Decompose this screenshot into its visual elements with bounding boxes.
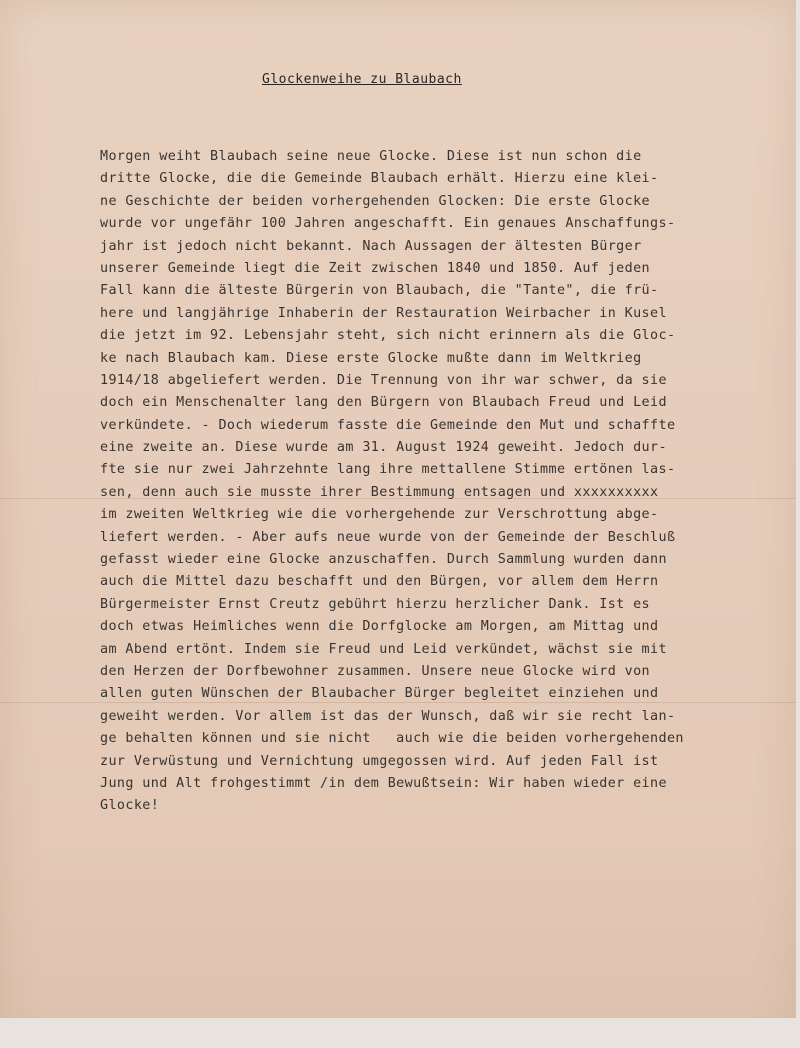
- text-line: 1914/18 abgeliefert werden. Die Trennung von ihr war schwer, da sie: [100, 372, 667, 388]
- text-line: doch ein Menschenalter lang den Bürgern von Blaubach Freud und Leid: [100, 395, 667, 411]
- text-line: Glocke!: [100, 798, 160, 814]
- text-line: ne Geschichte der beiden vorhergehenden Glocken: Die erste Glocke: [100, 193, 651, 209]
- text-line: geweiht werden. Vor allem ist das der Wunsch, daß wir sie recht lan-: [100, 708, 676, 724]
- text-line: wurde vor ungefähr 100 Jahren angeschafft. Ein genaues Anschaffungs-: [100, 216, 676, 232]
- text-line: Jung und Alt frohgestimmt /in dem Bewußtsein: Wir haben wieder eine: [100, 775, 667, 791]
- text-line: sen, denn auch sie musste ihrer Bestimmung entsagen und xxxxxxxxxx: [100, 484, 659, 500]
- document-title: Glockenweihe zu Blaubach: [262, 72, 462, 87]
- text-line: fte sie nur zwei Jahrzehnte lang ihre mettallene Stimme ertönen las-: [100, 462, 676, 478]
- document-body: [100, 146, 790, 818]
- text-line: zur Verwüstung und Vernichtung umgegossen wird. Auf jeden Fall ist: [100, 753, 659, 769]
- text-line: jahr ist jedoch nicht bekannt. Nach Aussagen der ältesten Bürger: [100, 238, 642, 254]
- text-line: die jetzt im 92. Lebensjahr steht, sich nicht erinnern als die Gloc-: [100, 328, 676, 344]
- scan-background-strip: [0, 1018, 800, 1048]
- text-line: here und langjährige Inhaberin der Restauration Weirbacher in Kusel: [100, 305, 667, 321]
- text-line: eine zweite an. Diese wurde am 31. August 1924 geweiht. Jedoch dur-: [100, 440, 667, 456]
- text-line: dritte Glocke, die die Gemeinde Blaubach erhält. Hierzu eine klei-: [100, 171, 659, 187]
- text-line: ke nach Blaubach kam. Diese erste Glocke mußte dann im Weltkrieg: [100, 350, 642, 366]
- text-line: verkündete. - Doch wiederum fasste die Gemeinde den Mut und schaffte: [100, 417, 676, 433]
- text-line: im zweiten Weltkrieg wie die vorhergehende zur Verschrottung abge-: [100, 507, 659, 523]
- text-line: gefasst wieder eine Glocke anzuschaffen. Durch Sammlung wurden dann: [100, 552, 667, 568]
- text-line: Morgen weiht Blaubach seine neue Glocke. Diese ist nun schon die: [100, 149, 642, 164]
- text-line: auch die Mittel dazu beschafft und den Bürgen, vor allem dem Herrn: [100, 574, 659, 590]
- text-line: unserer Gemeinde liegt die Zeit zwischen 1840 und 1850. Auf jeden: [100, 260, 651, 276]
- text-line: allen guten Wünschen der Blaubacher Bürger begleitet einziehen und: [100, 686, 659, 702]
- text-line: doch etwas Heimliches wenn die Dorfglocke am Morgen, am Mittag und: [100, 619, 659, 635]
- text-line: am Abend ertönt. Indem sie Freud und Leid verkündet, wächst sie mit: [100, 641, 667, 657]
- text-line: den Herzen der Dorfbewohner zusammen. Unsere neue Glocke wird von: [100, 663, 651, 679]
- text-line: Bürgermeister Ernst Creutz gebührt hierzu herzlicher Dank. Ist es: [100, 596, 651, 612]
- text-line: ge behalten können und sie nicht auch wie die beiden vorhergehenden: [100, 731, 684, 747]
- text-line: liefert werden. - Aber aufs neue wurde von der Gemeinde der Beschluß: [100, 529, 676, 545]
- text-line: Fall kann die älteste Bürgerin von Blaubach, die "Tante", die frü-: [100, 283, 659, 299]
